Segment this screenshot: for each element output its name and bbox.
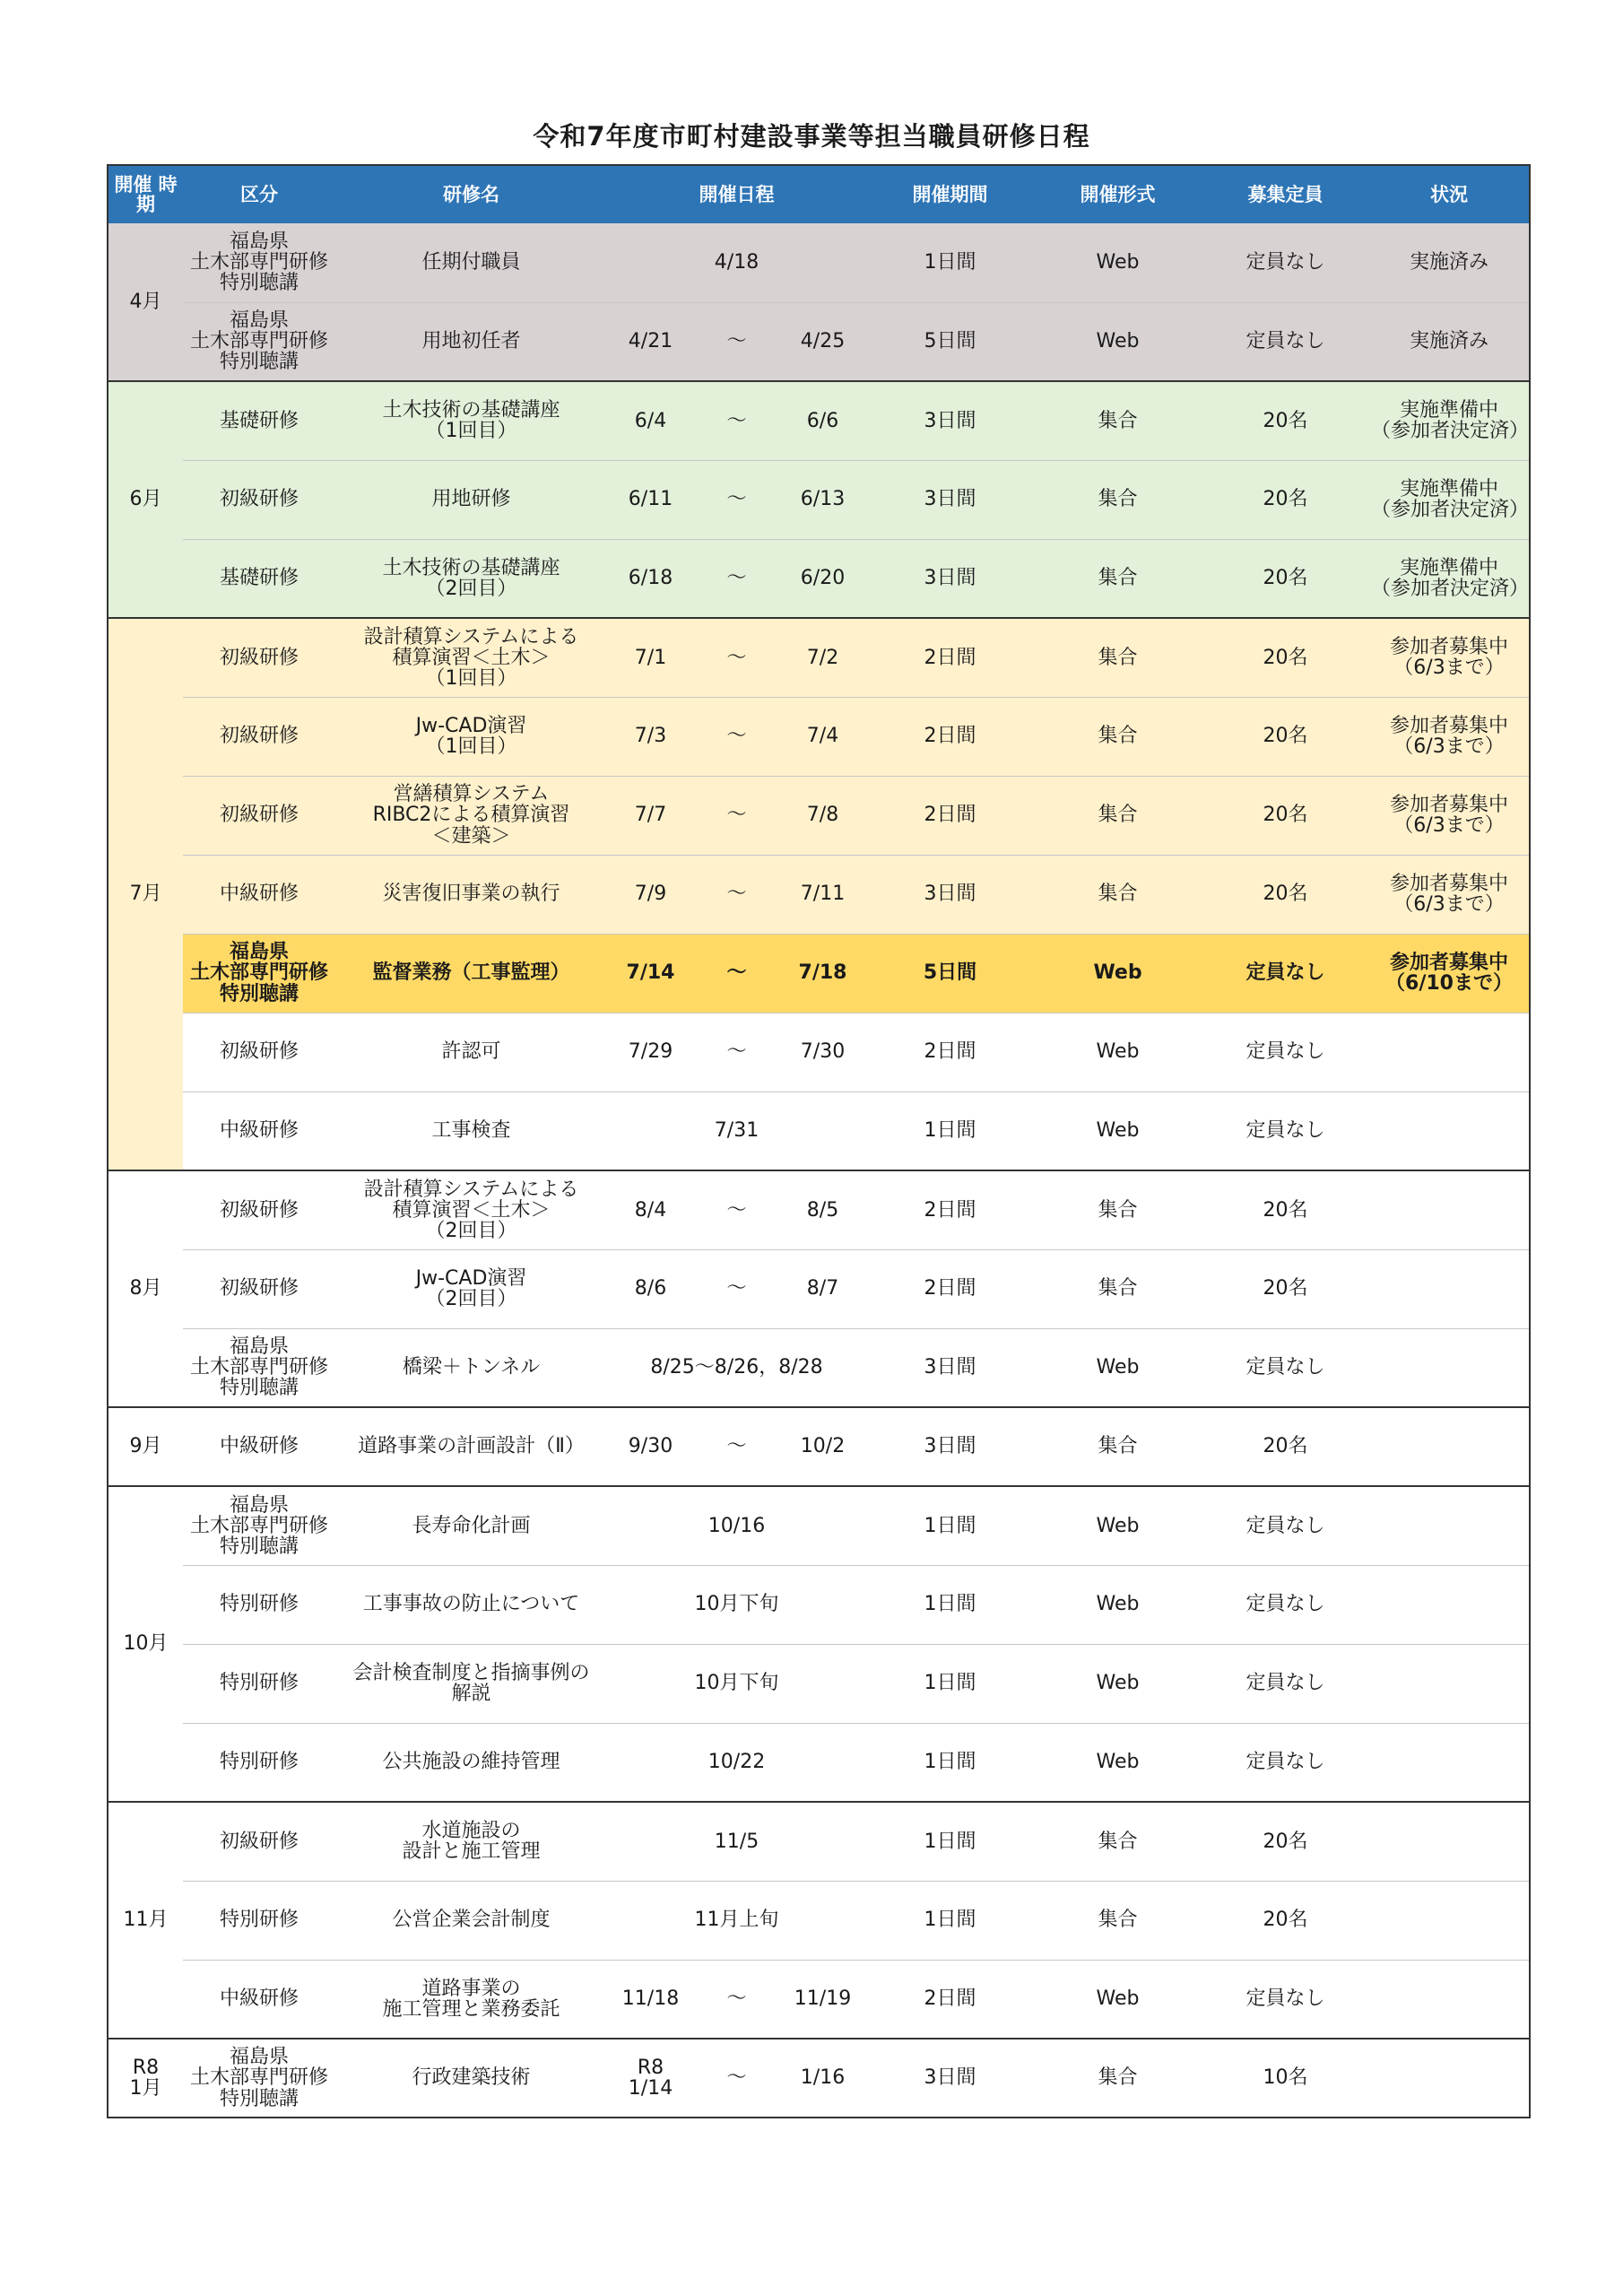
month-cell: 6月 [108, 381, 183, 618]
capacity-cell: 20名 [1202, 1407, 1369, 1486]
status-cell: 参加者募集中 （6/3まで） [1369, 776, 1530, 855]
date-separator: ～ [694, 697, 779, 776]
capacity-cell: 20名 [1202, 697, 1369, 776]
capacity-cell: 20名 [1202, 776, 1369, 855]
capacity-cell: 定員なし [1202, 1328, 1369, 1407]
date-separator: ～ [694, 1407, 779, 1486]
format-cell: 集合 [1034, 460, 1202, 539]
category-cell: 中級研修 [183, 855, 335, 934]
capacity-cell: 20名 [1202, 539, 1369, 618]
table-row [108, 302, 1530, 381]
date-separator: ～ [694, 1170, 779, 1249]
status-cell [1369, 1091, 1530, 1170]
status-cell [1369, 1723, 1530, 1802]
status-cell: 参加者募集中 （6/3まで） [1369, 618, 1530, 697]
table-row [108, 1644, 1530, 1723]
duration-cell: 3日間 [866, 2039, 1034, 2118]
format-cell: Web [1034, 1644, 1202, 1723]
category-cell: 特別研修 [183, 1644, 335, 1723]
capacity-cell: 20名 [1202, 1802, 1369, 1881]
status-cell [1369, 1960, 1530, 2039]
capacity-cell: 定員なし [1202, 934, 1369, 1013]
table-row [108, 1565, 1530, 1644]
status-cell: 参加者募集中 （6/10まで） [1369, 934, 1530, 1013]
course-name-cell: 橋梁＋トンネル [335, 1328, 607, 1407]
month-cell: 8月 [108, 1170, 183, 1407]
category-cell: 初級研修 [183, 1170, 335, 1249]
course-name-cell: 用地初任者 [335, 302, 607, 381]
capacity-cell: 20名 [1202, 381, 1369, 460]
header-status: 状況 [1369, 165, 1530, 223]
format-cell: 集合 [1034, 1881, 1202, 1960]
date-separator: ～ [694, 934, 779, 1013]
status-cell: 参加者募集中 （6/3まで） [1369, 855, 1530, 934]
status-cell: 実施準備中 （参加者決定済） [1369, 381, 1530, 460]
format-cell: Web [1034, 1565, 1202, 1644]
start-date-cell: 7/3 [607, 697, 694, 776]
course-name-cell: 工事検査 [335, 1091, 607, 1170]
category-cell: 初級研修 [183, 1249, 335, 1328]
format-cell: 集合 [1034, 2039, 1202, 2118]
header-category: 区分 [183, 165, 335, 223]
start-date-cell: 7/7 [607, 776, 694, 855]
course-name-cell: 災害復旧事業の執行 [335, 855, 607, 934]
course-name-cell: 設計積算システムによる 積算演習＜土木＞ （1回目） [335, 618, 607, 697]
start-date-cell: 6/4 [607, 381, 694, 460]
date-separator: ～ [694, 1960, 779, 2039]
course-name-cell: 許認可 [335, 1013, 607, 1091]
capacity-cell: 定員なし [1202, 1723, 1369, 1802]
category-cell: 初級研修 [183, 1802, 335, 1881]
start-date-cell: 7/1 [607, 618, 694, 697]
start-date-cell: 6/18 [607, 539, 694, 618]
table-row [108, 618, 1530, 697]
format-cell: Web [1034, 1486, 1202, 1565]
category-cell: 初級研修 [183, 776, 335, 855]
date-cell: 10/16 [607, 1486, 866, 1565]
course-name-cell: 長寿命化計画 [335, 1486, 607, 1565]
date-cell: 11/5 [607, 1802, 866, 1881]
course-name-cell: 公共施設の維持管理 [335, 1723, 607, 1802]
page-title: 令和7年度市町村建設事業等担当職員研修日程 [533, 121, 1090, 152]
duration-cell: 1日間 [866, 1486, 1034, 1565]
table-row [108, 1802, 1530, 1881]
capacity-cell: 20名 [1202, 460, 1369, 539]
table-row [108, 1328, 1530, 1407]
category-cell: 基礎研修 [183, 381, 335, 460]
format-cell: Web [1034, 934, 1202, 1013]
category-cell: 基礎研修 [183, 539, 335, 618]
date-separator: ～ [694, 776, 779, 855]
duration-cell: 2日間 [866, 1013, 1034, 1091]
table-row [108, 934, 1530, 1013]
month-cell: R8 1月 [108, 2039, 183, 2118]
table-row [108, 1407, 1530, 1486]
duration-cell: 2日間 [866, 618, 1034, 697]
format-cell: 集合 [1034, 618, 1202, 697]
category-cell: 特別研修 [183, 1881, 335, 1960]
format-cell: Web [1034, 302, 1202, 381]
start-date-cell: 9/30 [607, 1407, 694, 1486]
end-date-cell: 1/16 [779, 2039, 866, 2118]
date-separator: ～ [694, 381, 779, 460]
start-date-cell: 11/18 [607, 1960, 694, 2039]
duration-cell: 3日間 [866, 381, 1034, 460]
category-cell: 初級研修 [183, 618, 335, 697]
duration-cell: 3日間 [866, 1407, 1034, 1486]
duration-cell: 2日間 [866, 1170, 1034, 1249]
date-cell: 8/25～8/26，8/28 [607, 1328, 866, 1407]
table-row [108, 1486, 1530, 1565]
date-separator: ～ [694, 460, 779, 539]
duration-cell: 2日間 [866, 1960, 1034, 2039]
format-cell: 集合 [1034, 776, 1202, 855]
duration-cell: 3日間 [866, 1328, 1034, 1407]
month-cell: 7月 [108, 618, 183, 1170]
month-cell: 10月 [108, 1486, 183, 1802]
duration-cell: 5日間 [866, 302, 1034, 381]
end-date-cell: 11/19 [779, 1960, 866, 2039]
month-cell: 11月 [108, 1802, 183, 2039]
course-name-cell: 土木技術の基礎講座 （1回目） [335, 381, 607, 460]
table-row [108, 1249, 1530, 1328]
capacity-cell: 定員なし [1202, 302, 1369, 381]
header-format: 開催形式 [1034, 165, 1202, 223]
schedule-table [107, 164, 1531, 2118]
date-separator: ～ [694, 618, 779, 697]
status-cell [1369, 1013, 1530, 1091]
status-cell [1369, 1802, 1530, 1881]
course-name-cell: 設計積算システムによる 積算演習＜土木＞ （2回目） [335, 1170, 607, 1249]
date-cell: 4/18 [607, 223, 866, 302]
format-cell: Web [1034, 1723, 1202, 1802]
duration-cell: 1日間 [866, 223, 1034, 302]
category-cell: 福島県 土木部専門研修 特別聴講 [183, 934, 335, 1013]
start-date-cell: 8/4 [607, 1170, 694, 1249]
status-cell [1369, 1565, 1530, 1644]
table-row [108, 2039, 1530, 2118]
date-separator: ～ [694, 1249, 779, 1328]
month-cell: 4月 [108, 223, 183, 381]
format-cell: 集合 [1034, 1170, 1202, 1249]
end-date-cell: 6/13 [779, 460, 866, 539]
start-date-cell: R8 1/14 [607, 2039, 694, 2118]
table-row [108, 855, 1530, 934]
schedule-body [108, 223, 1530, 2118]
table-row [108, 1881, 1530, 1960]
capacity-cell: 定員なし [1202, 223, 1369, 302]
format-cell: 集合 [1034, 1802, 1202, 1881]
status-cell [1369, 1486, 1530, 1565]
start-date-cell: 4/21 [607, 302, 694, 381]
course-name-cell: 任期付職員 [335, 223, 607, 302]
table-row [108, 1013, 1530, 1091]
capacity-cell: 定員なし [1202, 1960, 1369, 2039]
format-cell: Web [1034, 1960, 1202, 2039]
category-cell: 福島県 土木部専門研修 特別聴講 [183, 1486, 335, 1565]
date-cell: 7/31 [607, 1091, 866, 1170]
start-date-cell: 7/9 [607, 855, 694, 934]
status-cell: 参加者募集中 （6/3まで） [1369, 697, 1530, 776]
course-name-cell: 行政建築技術 [335, 2039, 607, 2118]
course-name-cell: 公営企業会計制度 [335, 1881, 607, 1960]
category-cell: 中級研修 [183, 1960, 335, 2039]
course-name-cell: 営繕積算システム RIBC2による積算演習 ＜建築＞ [335, 776, 607, 855]
category-cell: 初級研修 [183, 697, 335, 776]
start-date-cell: 7/14 [607, 934, 694, 1013]
header-capacity: 募集定員 [1202, 165, 1369, 223]
course-name-cell: 道路事業の計画設計（Ⅱ） [335, 1407, 607, 1486]
end-date-cell: 7/11 [779, 855, 866, 934]
capacity-cell: 20名 [1202, 1170, 1369, 1249]
category-cell: 福島県 土木部専門研修 特別聴講 [183, 2039, 335, 2118]
category-cell: 初級研修 [183, 460, 335, 539]
course-name-cell: 道路事業の 施工管理と業務委託 [335, 1960, 607, 2039]
duration-cell: 2日間 [866, 776, 1034, 855]
table-row [108, 223, 1530, 302]
table-row [108, 539, 1530, 618]
category-cell: 福島県 土木部専門研修 特別聴講 [183, 223, 335, 302]
course-name-cell: 土木技術の基礎講座 （2回目） [335, 539, 607, 618]
category-cell: 福島県 土木部専門研修 特別聴講 [183, 302, 335, 381]
header-duration: 開催期間 [866, 165, 1034, 223]
status-cell: 実施準備中 （参加者決定済） [1369, 539, 1530, 618]
start-date-cell: 7/29 [607, 1013, 694, 1091]
date-separator: ～ [694, 2039, 779, 2118]
category-cell: 福島県 土木部専門研修 特別聴講 [183, 1328, 335, 1407]
duration-cell: 3日間 [866, 539, 1034, 618]
end-date-cell: 7/8 [779, 776, 866, 855]
capacity-cell: 定員なし [1202, 1013, 1369, 1091]
table-row [108, 776, 1530, 855]
format-cell: Web [1034, 1091, 1202, 1170]
capacity-cell: 定員なし [1202, 1644, 1369, 1723]
duration-cell: 1日間 [866, 1881, 1034, 1960]
date-cell: 11月上旬 [607, 1881, 866, 1960]
course-name-cell: 用地研修 [335, 460, 607, 539]
format-cell: 集合 [1034, 1407, 1202, 1486]
course-name-cell: Jw-CAD演習 （2回目） [335, 1249, 607, 1328]
duration-cell: 1日間 [866, 1802, 1034, 1881]
status-cell [1369, 1644, 1530, 1723]
capacity-cell: 20名 [1202, 618, 1369, 697]
course-name-cell: 水道施設の 設計と施工管理 [335, 1802, 607, 1881]
duration-cell: 1日間 [866, 1565, 1034, 1644]
end-date-cell: 7/2 [779, 618, 866, 697]
end-date-cell: 8/7 [779, 1249, 866, 1328]
course-name-cell: 監督業務（工事監理） [335, 934, 607, 1013]
table-row [108, 697, 1530, 776]
format-cell: 集合 [1034, 855, 1202, 934]
header-dates: 開催日程 [607, 165, 866, 223]
header-period: 開催 時期 [108, 165, 183, 223]
duration-cell: 1日間 [866, 1644, 1034, 1723]
date-separator: ～ [694, 302, 779, 381]
date-cell: 10月下旬 [607, 1644, 866, 1723]
end-date-cell: 6/20 [779, 539, 866, 618]
date-separator: ～ [694, 1013, 779, 1091]
format-cell: Web [1034, 1328, 1202, 1407]
table-row [108, 1960, 1530, 2039]
status-cell: 実施済み [1369, 223, 1530, 302]
category-cell: 特別研修 [183, 1723, 335, 1802]
capacity-cell: 20名 [1202, 1249, 1369, 1328]
header-name: 研修名 [335, 165, 607, 223]
status-cell [1369, 2039, 1530, 2118]
status-cell: 実施準備中 （参加者決定済） [1369, 460, 1530, 539]
capacity-cell: 定員なし [1202, 1486, 1369, 1565]
format-cell: Web [1034, 223, 1202, 302]
status-cell [1369, 1170, 1530, 1249]
start-date-cell: 8/6 [607, 1249, 694, 1328]
category-cell: 特別研修 [183, 1565, 335, 1644]
table-row [108, 460, 1530, 539]
end-date-cell: 7/30 [779, 1013, 866, 1091]
status-cell [1369, 1249, 1530, 1328]
category-cell: 中級研修 [183, 1091, 335, 1170]
capacity-cell: 定員なし [1202, 1091, 1369, 1170]
end-date-cell: 8/5 [779, 1170, 866, 1249]
duration-cell: 1日間 [866, 1723, 1034, 1802]
date-cell: 10/22 [607, 1723, 866, 1802]
course-name-cell: 工事事故の防止について [335, 1565, 607, 1644]
status-cell [1369, 1407, 1530, 1486]
status-cell [1369, 1881, 1530, 1960]
duration-cell: 3日間 [866, 460, 1034, 539]
table-row [108, 1723, 1530, 1802]
table-row [108, 381, 1530, 460]
table-row [108, 1091, 1530, 1170]
end-date-cell: 7/18 [779, 934, 866, 1013]
duration-cell: 5日間 [866, 934, 1034, 1013]
format-cell: 集合 [1034, 539, 1202, 618]
format-cell: 集合 [1034, 1249, 1202, 1328]
end-date-cell: 10/2 [779, 1407, 866, 1486]
capacity-cell: 10名 [1202, 2039, 1369, 2118]
duration-cell: 1日間 [866, 1091, 1034, 1170]
category-cell: 初級研修 [183, 1013, 335, 1091]
format-cell: Web [1034, 1013, 1202, 1091]
duration-cell: 3日間 [866, 855, 1034, 934]
capacity-cell: 20名 [1202, 1881, 1369, 1960]
month-cell: 9月 [108, 1407, 183, 1486]
category-cell: 中級研修 [183, 1407, 335, 1486]
duration-cell: 2日間 [866, 697, 1034, 776]
status-cell [1369, 1328, 1530, 1407]
format-cell: 集合 [1034, 381, 1202, 460]
start-date-cell: 6/11 [607, 460, 694, 539]
end-date-cell: 7/4 [779, 697, 866, 776]
status-cell: 実施済み [1369, 302, 1530, 381]
duration-cell: 2日間 [866, 1249, 1034, 1328]
capacity-cell: 20名 [1202, 855, 1369, 934]
date-separator: ～ [694, 855, 779, 934]
end-date-cell: 4/25 [779, 302, 866, 381]
table-header-row [108, 165, 1530, 223]
capacity-cell: 定員なし [1202, 1565, 1369, 1644]
date-cell: 10月下旬 [607, 1565, 866, 1644]
course-name-cell: 会計検査制度と指摘事例の 解説 [335, 1644, 607, 1723]
end-date-cell: 6/6 [779, 381, 866, 460]
course-name-cell: Jw-CAD演習 （1回目） [335, 697, 607, 776]
table-row [108, 1170, 1530, 1249]
date-separator: ～ [694, 539, 779, 618]
format-cell: 集合 [1034, 697, 1202, 776]
